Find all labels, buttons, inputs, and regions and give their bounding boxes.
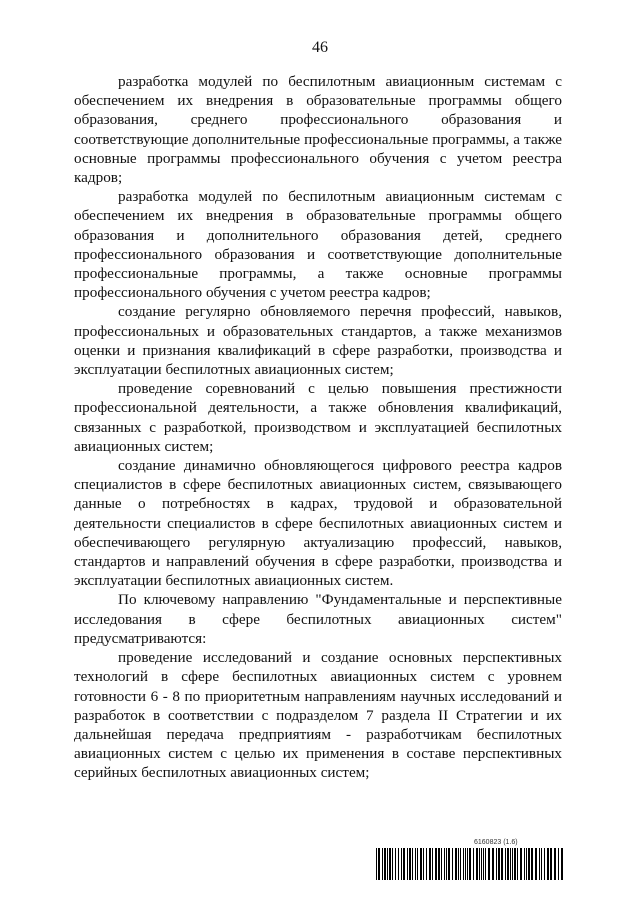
barcode-bar (452, 848, 453, 880)
barcode-bar (512, 848, 513, 880)
barcode-bar (448, 848, 450, 880)
barcode-bar (517, 848, 518, 880)
barcode-bar (458, 848, 459, 880)
barcode-bar (407, 848, 408, 880)
paragraph-competitions: проведение соревнований с целью повышения престижности профессиональной деятельности, а также обновления квалификаций, связанных с разработкой, производством и эксплуатацией беспилотных авиационных систем; (74, 380, 562, 455)
barcode-image (376, 848, 564, 880)
barcode-bar (415, 848, 416, 880)
barcode-bar (507, 848, 509, 880)
barcode-bar (485, 848, 486, 880)
barcode-bar (395, 848, 396, 880)
document-code: 6160823 (1.6) (474, 839, 518, 846)
barcode-bar (510, 848, 511, 880)
barcode-bar (438, 848, 440, 880)
barcode-bar (403, 848, 405, 880)
barcode-bar (409, 848, 411, 880)
barcode-bar (376, 848, 377, 880)
paragraph-modules-general-education: разработка модулей по беспилотным авиационным системам с обеспечением их внедрения в образовательные программы общего образования, среднего профессионального образования и соответствующие дополнительные профессиональные программы, а также основные программы профессионального обучения с учетом реестра кадров; (74, 73, 562, 187)
barcode-bar (479, 848, 480, 880)
barcode-bar (435, 848, 437, 880)
barcode-bar (547, 848, 549, 880)
barcode-bar (467, 848, 468, 880)
barcode-bar (541, 848, 542, 880)
barcode-bar (531, 848, 533, 880)
barcode-bar (389, 848, 391, 880)
barcode-bar (505, 848, 506, 880)
barcode-bar (520, 848, 522, 880)
barcode-bar (401, 848, 402, 880)
barcode-bar (465, 848, 466, 880)
barcode-bar (498, 848, 500, 880)
barcode-bar (492, 848, 494, 880)
barcode-bar (378, 848, 380, 880)
barcode-bar (463, 848, 464, 880)
paragraph-professions-list: создание регулярно обновляемого перечня профессий, навыков, профессиональных и образовательных стандартов, а также механизмов оценки и признания квалификаций в сфере разработки, производства и эксплуатации беспилотных авиационных систем; (74, 303, 562, 379)
barcode-bar (488, 848, 490, 880)
barcode-bar (382, 848, 383, 880)
barcode-bar (496, 848, 497, 880)
barcode-bar (417, 848, 418, 880)
barcode-bar (441, 848, 442, 880)
barcode-bar (384, 848, 386, 880)
barcode-bar (550, 848, 552, 880)
page-number: 46 (312, 39, 328, 56)
barcode-bar (528, 848, 530, 880)
barcode-bar (387, 848, 388, 880)
barcode-bar (476, 848, 478, 880)
barcode-bar (446, 848, 447, 880)
paragraph-digital-registry: создание динамично обновляющегося цифрового реестра кадров специалистов в сфере беспилотных авиационных систем, связывающего данные о потребностях в кадрах, трудовой и образовательной деятельности специалистов в сфере беспилотных авиационных систем и обеспечивающего регулярную актуализацию профессий, навыков, стандартов и направлений обучения в сфере разработки, производства и эксплуатации беспилотных авиационных систем. (74, 457, 562, 590)
barcode-bar (535, 848, 537, 880)
barcode-bar (444, 848, 445, 880)
document-body (74, 72, 562, 783)
barcode-bar (469, 848, 471, 880)
barcode-bar (412, 848, 413, 880)
barcode-bar (558, 848, 559, 880)
barcode-bar (501, 848, 503, 880)
barcode-bar (426, 848, 427, 880)
barcode-bar (526, 848, 527, 880)
paragraph-modules-children-education: разработка модулей по беспилотным авиационным системам с обеспечением их внедрения в образовательные программы общего образования и дополнительного образования детей, среднего профессионального образования и соответствующие дополнительные профессиональные программы, а также основные программы профессионального обучения с учетом реестра кадров; (74, 188, 562, 302)
barcode-bar (481, 848, 482, 880)
paragraph-research-technologies: проведение исследований и создание основных перспективных технологий в сфере беспилотных авиационных систем с уровнем готовности 6 - 8 по приоритетным направлениям научных исследований и разработок в соответствии с подразделом 7 раздела II Стратегии и их дальнейшая передача предприятиям - разработчикам беспилотных авиационных систем с целью их применения в составе перспективных серийных беспилотных авиационных систем; (74, 649, 562, 782)
paragraph-research-direction: По ключевому направлению "Фундаментальные и перспективные исследования в сфере беспилотных авиационных систем" предусматриваются: (74, 591, 562, 647)
barcode-bar (539, 848, 540, 880)
barcode-bar (429, 848, 431, 880)
barcode-bar (455, 848, 457, 880)
barcode-bar (544, 848, 545, 880)
barcode-bar (473, 848, 474, 880)
barcode-bar (423, 848, 424, 880)
barcode-bar (460, 848, 461, 880)
barcode-bar (561, 848, 563, 880)
barcode-bar (398, 848, 399, 880)
barcode-bar (392, 848, 393, 880)
barcode-bar (420, 848, 422, 880)
barcode-bar (514, 848, 516, 880)
barcode-bar (554, 848, 556, 880)
barcode-bar (432, 848, 433, 880)
barcode-bar (524, 848, 525, 880)
barcode-bar (483, 848, 484, 880)
